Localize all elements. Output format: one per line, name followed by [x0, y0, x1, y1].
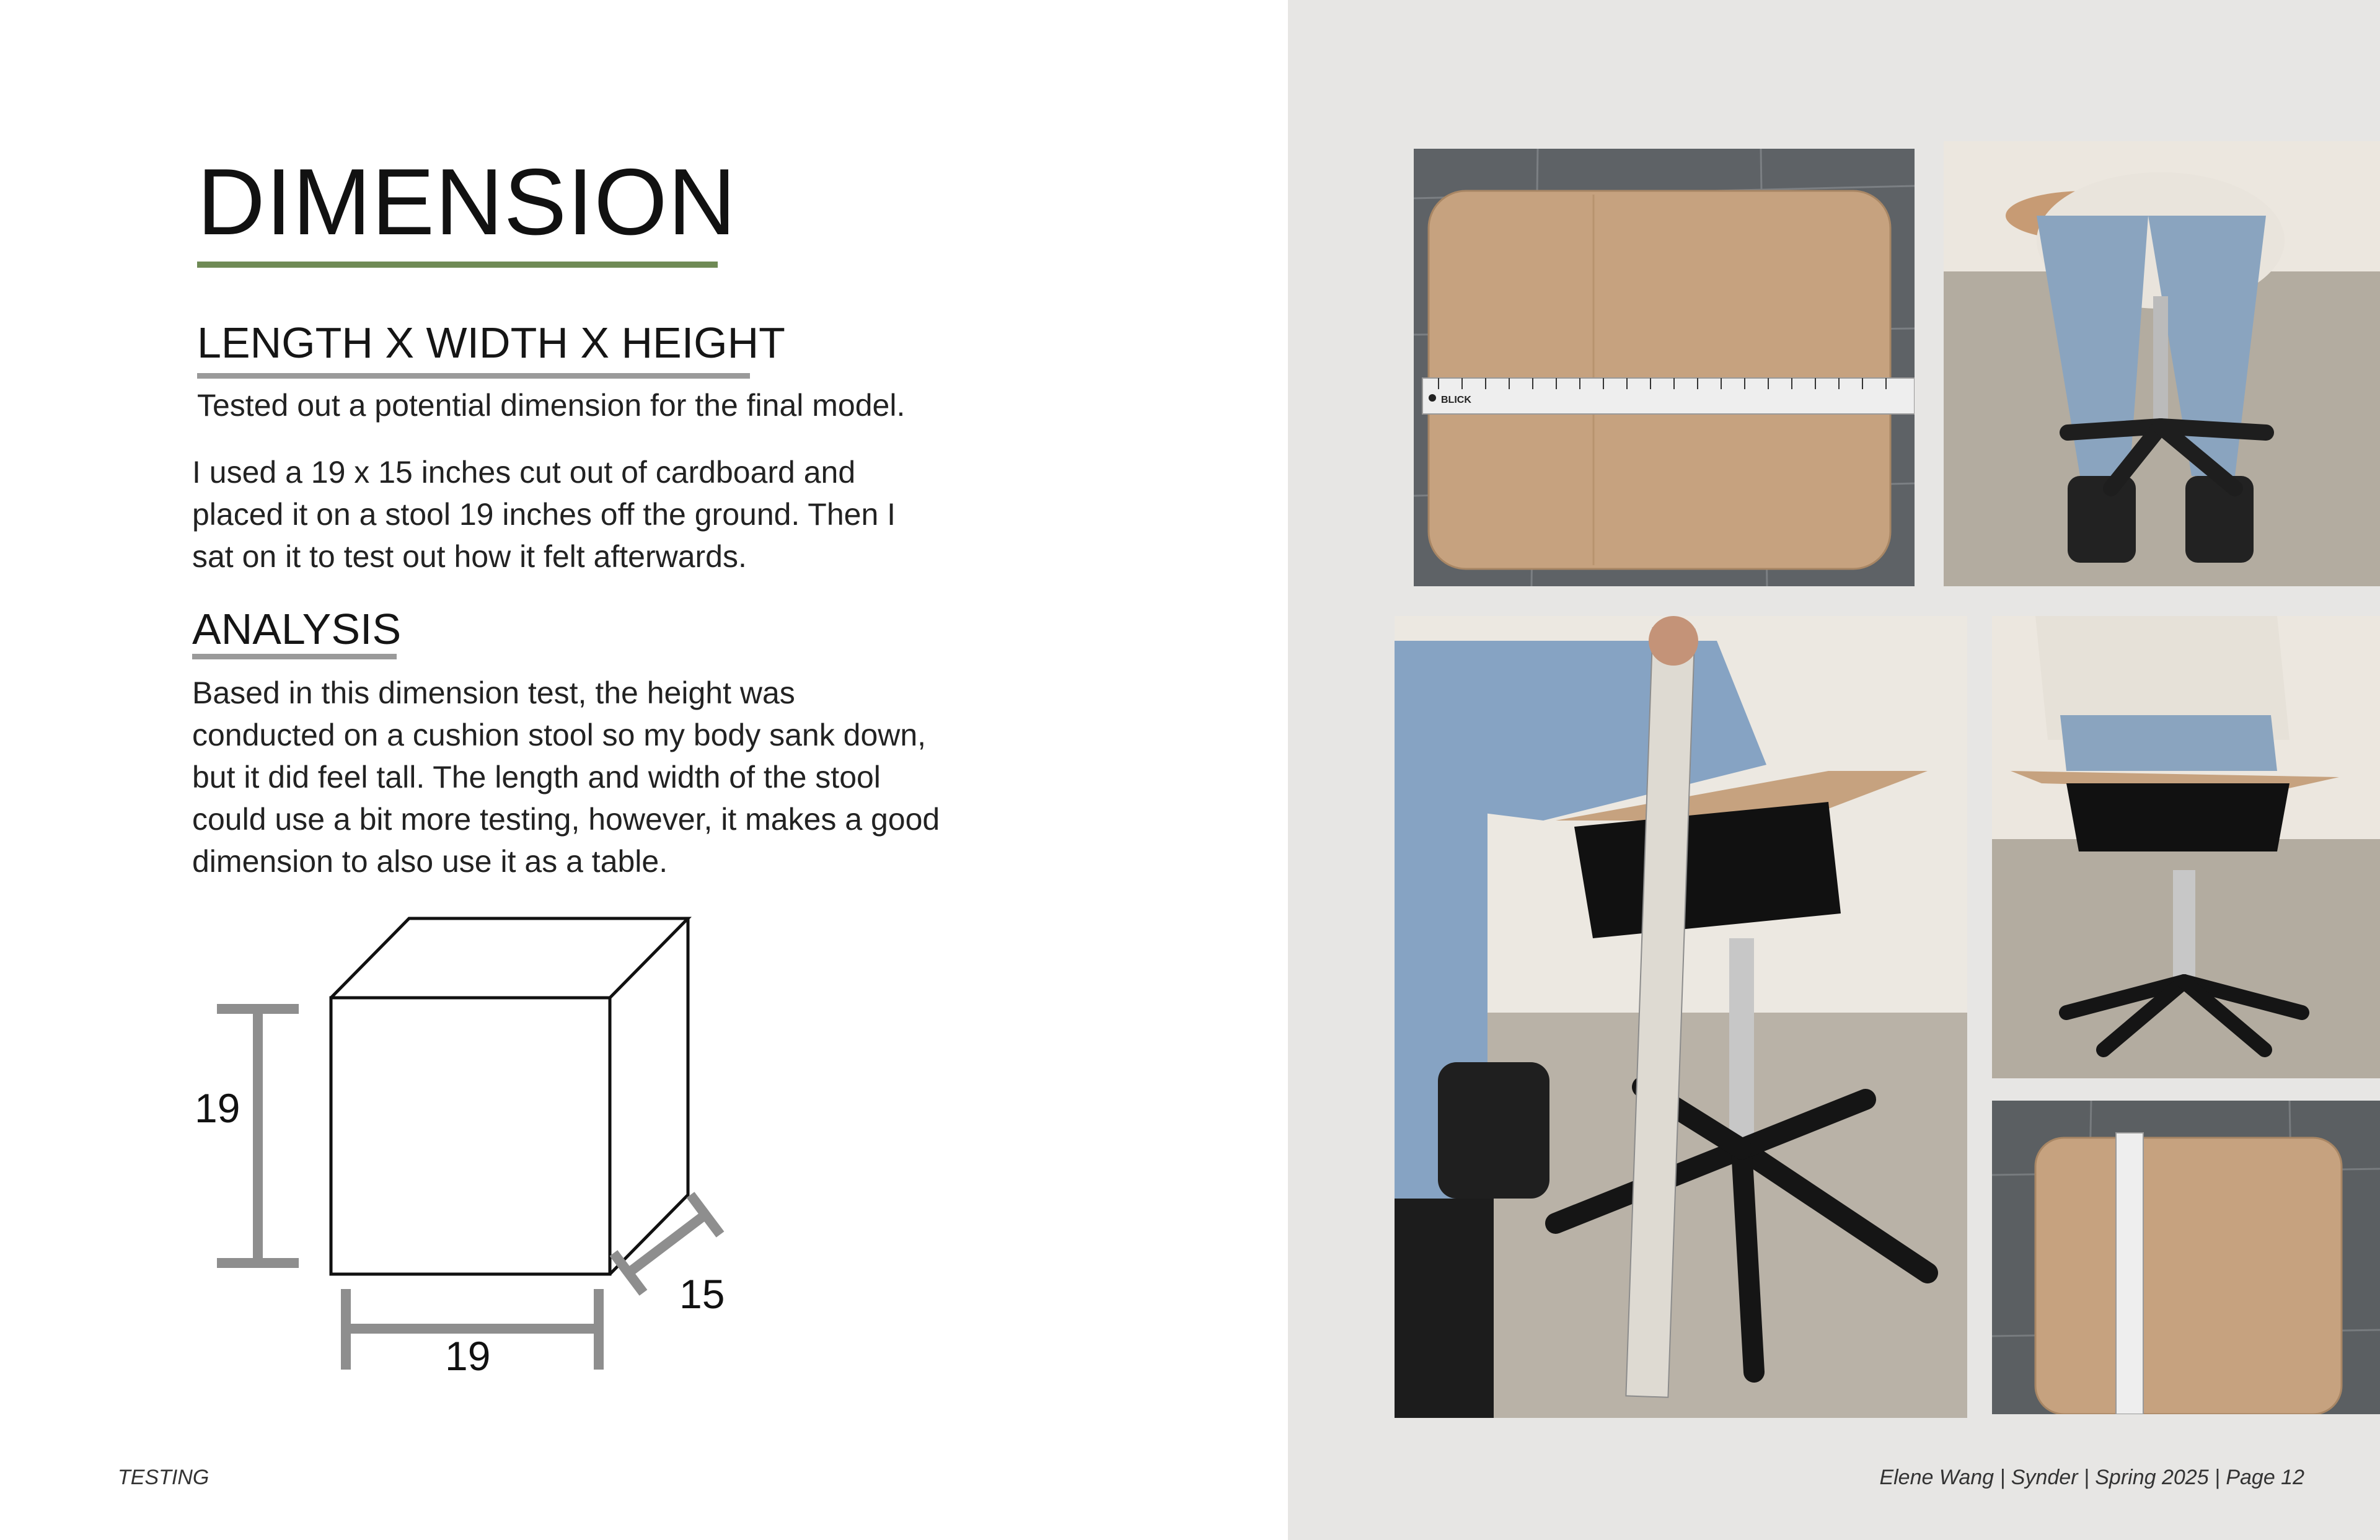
text-line: I used a 19 x 15 inches cut out of cardboard and: [192, 455, 856, 490]
section-subtitle: Tested out a potential dimension for the final model.: [197, 388, 906, 423]
dimension-diagram: [180, 899, 738, 1394]
footer-credits: Elene Wang | Synder | Spring 2025 | Page 12: [1879, 1466, 2304, 1489]
width-dimension-label: 15: [679, 1271, 725, 1317]
photo-cardboard-vertical-ruler: [1992, 1101, 2380, 1414]
section-heading-dimensions: LENGTH X WIDTH X HEIGHT: [197, 319, 785, 367]
text-line: conducted on a cushion stool so my body sank down,: [192, 718, 927, 752]
photo-person-seated-front: [1944, 141, 2380, 586]
section-heading-analysis: ANALYSIS: [192, 605, 402, 653]
photo-person-seated-back: [1992, 616, 2380, 1078]
method-paragraph: [192, 451, 896, 578]
page-title: DIMENSION: [197, 149, 737, 255]
text-line: sat on it to test out how it felt afterwards.: [192, 539, 747, 574]
text-line: dimension to also use it as a table.: [192, 844, 668, 879]
section-heading-underline: [197, 373, 750, 379]
text-line: but it did feel tall. The length and width of the stool: [192, 760, 881, 794]
title-underline: [197, 262, 718, 268]
analysis-paragraph: [192, 672, 940, 882]
ruler-brand-text: BLICK: [1441, 395, 1471, 405]
analysis-underline: [192, 654, 397, 659]
height-dimension-label: 19: [195, 1085, 240, 1131]
text-line: could use a bit more testing, however, it makes a good: [192, 802, 940, 837]
text-line: placed it on a stool 19 inches off the ground. Then I: [192, 497, 896, 532]
text-line: Based in this dimension test, the height was: [192, 675, 795, 710]
footer-section-label: TESTING: [118, 1466, 209, 1489]
photo-side-height-measure: [1395, 616, 1967, 1418]
height-bracket: [217, 1009, 299, 1263]
length-dimension-label: 19: [445, 1333, 491, 1379]
photo-cardboard-top-ruler: [1414, 149, 1915, 586]
ruler: [1422, 378, 1915, 414]
cube-outline: [331, 918, 688, 1274]
